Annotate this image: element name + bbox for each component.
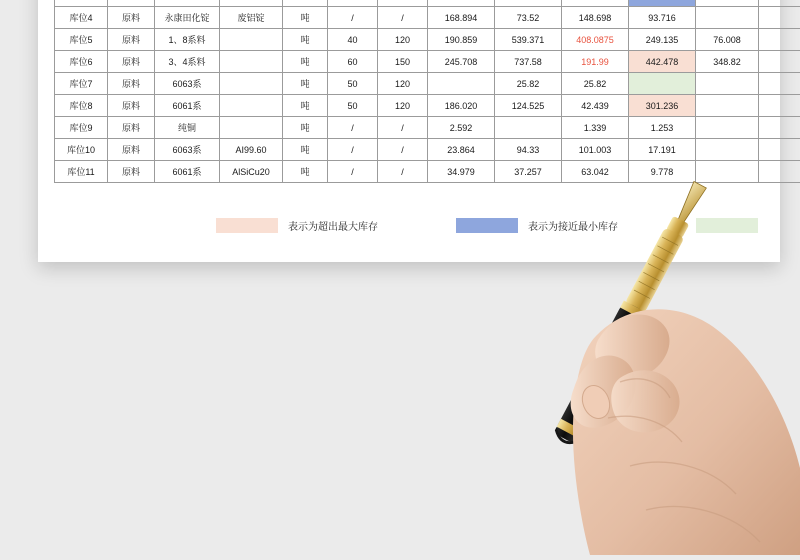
table-cell[interactable] xyxy=(220,51,283,73)
table-cell[interactable]: 1、8系料 xyxy=(155,29,220,51)
sheet-content xyxy=(54,0,764,208)
table-cell[interactable]: 17.191 xyxy=(629,139,696,161)
table-cell[interactable]: 库位5 xyxy=(55,29,108,51)
table-cell[interactable]: 301.236 xyxy=(629,95,696,117)
table-cell[interactable]: 539.371 xyxy=(495,29,562,51)
table-cell[interactable]: 吨 xyxy=(283,29,328,51)
table-cell[interactable]: 库位11 xyxy=(55,161,108,183)
table-cell[interactable]: 6063系 xyxy=(155,139,220,161)
table-cell[interactable]: 63.042 xyxy=(562,161,629,183)
index-finger xyxy=(595,314,669,379)
table-cell[interactable]: 9.778 xyxy=(629,161,696,183)
table-cell[interactable]: 吨 xyxy=(283,95,328,117)
table-cell[interactable]: 168.894 xyxy=(428,7,495,29)
table-cell[interactable]: 76.008 xyxy=(696,29,759,51)
table-cell[interactable]: 73.52 xyxy=(495,7,562,29)
legend-swatch-over-max xyxy=(216,218,278,233)
table-cell[interactable]: 库位4 xyxy=(55,7,108,29)
table-cell[interactable]: 50 xyxy=(328,73,378,95)
table-cell[interactable]: 1.339 xyxy=(562,117,629,139)
table-cell[interactable] xyxy=(759,7,800,29)
table-cell[interactable]: 吨 xyxy=(283,139,328,161)
hand xyxy=(571,309,800,555)
table-cell[interactable]: 永康田化锭 xyxy=(155,7,220,29)
table-cell[interactable]: 37.257 xyxy=(495,161,562,183)
table-cell[interactable] xyxy=(629,73,696,95)
pen-barrel xyxy=(553,300,646,445)
table-cell[interactable] xyxy=(495,117,562,139)
hand-shading xyxy=(608,379,760,542)
table-cell[interactable] xyxy=(220,95,283,117)
hand-palm xyxy=(573,309,800,555)
table-cell[interactable]: 23.864 xyxy=(428,139,495,161)
table-cell[interactable] xyxy=(759,117,800,139)
table-cell[interactable]: 库位8 xyxy=(55,95,108,117)
table-cell[interactable]: 42.439 xyxy=(562,95,629,117)
table-cell[interactable]: 原料 xyxy=(108,73,155,95)
inventory-table[interactable] xyxy=(54,0,800,183)
table-cell[interactable]: 6063系 xyxy=(155,73,220,95)
table-cell[interactable] xyxy=(220,117,283,139)
table-cell[interactable]: 吨 xyxy=(283,117,328,139)
table-cell[interactable]: 废铝锭 xyxy=(220,7,283,29)
table-cell[interactable] xyxy=(696,95,759,117)
thumb-nail xyxy=(578,381,615,422)
table-cell[interactable]: 原料 xyxy=(108,95,155,117)
legend-item-normal xyxy=(696,218,768,233)
table-cell[interactable]: 191.99 xyxy=(562,51,629,73)
table-cell[interactable]: 94.33 xyxy=(495,139,562,161)
table-cell[interactable]: 6061系 xyxy=(155,95,220,117)
table-cell[interactable]: / xyxy=(378,7,428,29)
table-cell[interactable] xyxy=(220,29,283,51)
table-cell[interactable]: 原料 xyxy=(108,29,155,51)
table-cell[interactable]: 34.979 xyxy=(428,161,495,183)
table-cell[interactable] xyxy=(759,73,800,95)
table-row[interactable] xyxy=(55,139,800,161)
table-cell[interactable] xyxy=(759,51,800,73)
table-cell[interactable] xyxy=(220,73,283,95)
table-cell[interactable]: 93.716 xyxy=(629,7,696,29)
table-cell[interactable]: / xyxy=(328,139,378,161)
table-cell[interactable]: 25.82 xyxy=(562,73,629,95)
table-cell[interactable]: / xyxy=(378,139,428,161)
table-cell[interactable]: / xyxy=(328,161,378,183)
table-cell[interactable]: 150 xyxy=(378,51,428,73)
table-row[interactable] xyxy=(55,117,800,139)
legend-label-near-min: 表示为接近最小库存 xyxy=(528,218,618,233)
pen-barrel-ring-bottom xyxy=(557,419,584,439)
table-cell[interactable]: AlSiCu20 xyxy=(220,161,283,183)
table-cell[interactable] xyxy=(759,29,800,51)
table-cell[interactable]: 120 xyxy=(378,95,428,117)
table-cell[interactable]: AI99.60 xyxy=(220,139,283,161)
table-row[interactable] xyxy=(55,73,800,95)
table-cell[interactable]: 原料 xyxy=(108,117,155,139)
table-cell[interactable]: 101.003 xyxy=(562,139,629,161)
table-cell[interactable]: 3、4系料 xyxy=(155,51,220,73)
table-cell[interactable]: 25.82 xyxy=(495,73,562,95)
table-cell[interactable] xyxy=(759,139,800,161)
table-cell[interactable]: 737.58 xyxy=(495,51,562,73)
table-cell[interactable]: 50 xyxy=(328,95,378,117)
table-cell[interactable]: 库位7 xyxy=(55,73,108,95)
legend-swatch-normal xyxy=(696,218,758,233)
document-sheet xyxy=(38,0,780,262)
table-cell[interactable]: 库位9 xyxy=(55,117,108,139)
table-cell[interactable]: 442.478 xyxy=(629,51,696,73)
table-cell[interactable]: 原料 xyxy=(108,161,155,183)
table-cell[interactable]: 2.592 xyxy=(428,117,495,139)
table-row[interactable] xyxy=(55,7,800,29)
table-cell[interactable] xyxy=(696,139,759,161)
table-cell[interactable] xyxy=(696,7,759,29)
table-cell[interactable]: / xyxy=(328,7,378,29)
table-cell[interactable]: / xyxy=(378,117,428,139)
table-cell[interactable]: 库位6 xyxy=(55,51,108,73)
legend-item-over-max xyxy=(216,218,378,233)
table-cell[interactable] xyxy=(759,95,800,117)
table-cell[interactable]: / xyxy=(378,161,428,183)
middle-finger xyxy=(611,370,679,432)
table-cell[interactable]: / xyxy=(328,117,378,139)
table-cell[interactable]: 1.253 xyxy=(629,117,696,139)
table-cell[interactable]: 120 xyxy=(378,29,428,51)
table-cell[interactable]: 吨 xyxy=(283,51,328,73)
table-cell[interactable]: 原料 xyxy=(108,7,155,29)
pen-end-cap xyxy=(552,427,580,449)
legend-label-over-max: 表示为超出最大库存 xyxy=(288,218,378,233)
table-cell[interactable]: 148.698 xyxy=(562,7,629,29)
table-row[interactable] xyxy=(55,29,800,51)
table-cell[interactable]: 6061系 xyxy=(155,161,220,183)
table-cell[interactable]: 60 xyxy=(328,51,378,73)
legend xyxy=(70,212,770,238)
table-cell[interactable] xyxy=(696,161,759,183)
table-cell[interactable] xyxy=(696,73,759,95)
table-row[interactable] xyxy=(55,51,800,73)
table-cell[interactable] xyxy=(696,117,759,139)
table-row[interactable] xyxy=(55,95,800,117)
table-cell[interactable]: 190.859 xyxy=(428,29,495,51)
legend-item-near-min xyxy=(456,218,618,233)
table-cell[interactable]: 120 xyxy=(378,73,428,95)
pen-barrel-ring-top xyxy=(620,300,647,319)
table-cell[interactable] xyxy=(759,161,800,183)
table-cell[interactable]: 库位10 xyxy=(55,139,108,161)
table-cell[interactable]: 40 xyxy=(328,29,378,51)
table-cell[interactable]: 原料 xyxy=(108,139,155,161)
table-cell[interactable]: 吨 xyxy=(283,161,328,183)
table-row[interactable] xyxy=(55,161,800,183)
table-cell[interactable]: 吨 xyxy=(283,7,328,29)
table-cell[interactable]: 245.708 xyxy=(428,51,495,73)
table-cell[interactable]: 124.525 xyxy=(495,95,562,117)
table-cell[interactable]: 249.135 xyxy=(629,29,696,51)
table-cell[interactable]: 纯铜 xyxy=(155,117,220,139)
table-cell[interactable] xyxy=(428,73,495,95)
table-cell[interactable]: 186.020 xyxy=(428,95,495,117)
table-cell[interactable]: 348.82 xyxy=(696,51,759,73)
thumb xyxy=(571,356,636,428)
table-cell[interactable]: 吨 xyxy=(283,73,328,95)
table-cell[interactable]: 原料 xyxy=(108,51,155,73)
table-cell[interactable]: 408.0875 xyxy=(562,29,629,51)
legend-swatch-near-min xyxy=(456,218,518,233)
table-body xyxy=(55,0,800,183)
